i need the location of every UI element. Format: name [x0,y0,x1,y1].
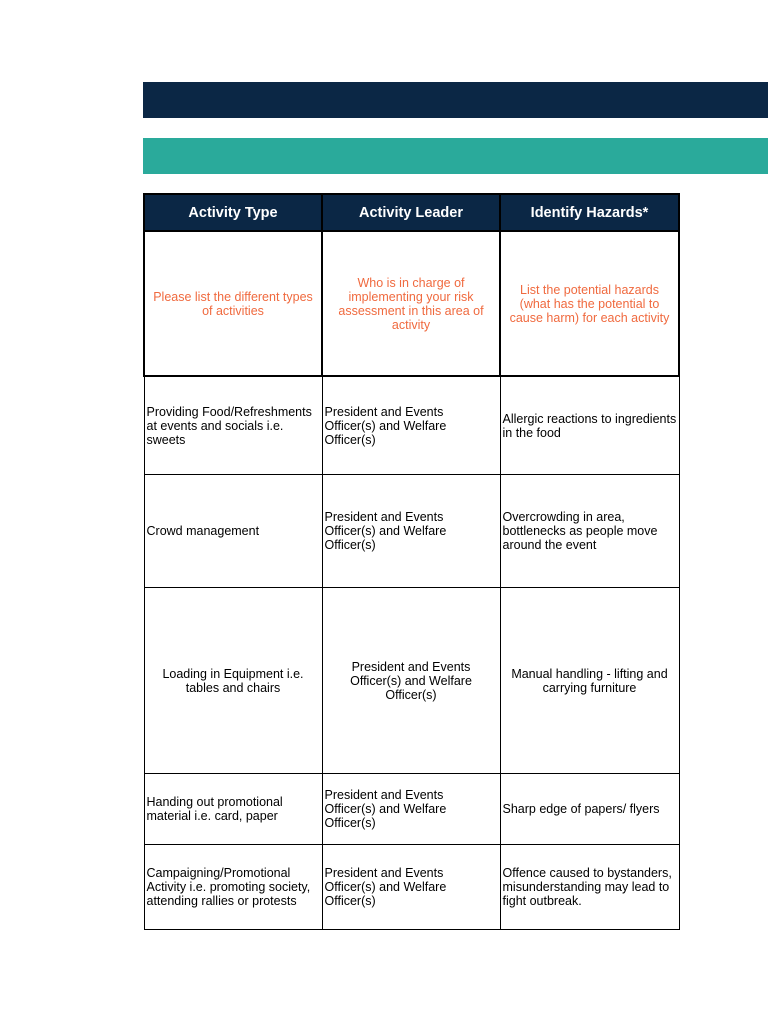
table-row [144,475,679,588]
leader-cell: President and Events Officer(s) and Welfare Officer(s) [322,376,500,475]
activity-cell: Handing out promotional material i.e. card, paper [144,774,322,845]
activity-cell: Campaigning/Promotional Activity i.e. promoting society, attending rallies or protests [144,845,322,930]
header-row [144,194,679,231]
leader-cell: President and Events Officer(s) and Welfare Officer(s) [322,845,500,930]
guidance-row [144,231,679,376]
hazards-cell: Manual handling - lifting and carrying furniture [500,588,679,774]
guidance-identify-hazards: List the potential hazards (what has the potential to cause harm) for each activity [500,231,679,376]
table-row [144,588,679,774]
table-row [144,845,679,930]
subtitle-band [143,138,768,174]
hazards-cell: Offence caused to bystanders, misunderstanding may lead to fight outbreak. [500,845,679,930]
guidance-activity-type: Please list the different types of activities [144,231,322,376]
header-activity-leader: Activity Leader [322,194,500,231]
activity-cell: Loading in Equipment i.e. tables and chairs [144,588,322,774]
activity-cell: Crowd management [144,475,322,588]
leader-cell: President and Events Officer(s) and Welfare Officer(s) [322,475,500,588]
activity-cell: Providing Food/Refreshments at events and socials i.e. sweets [144,376,322,475]
header-activity-type: Activity Type [144,194,322,231]
hazards-cell: Sharp edge of papers/ flyers [500,774,679,845]
table-row [144,774,679,845]
table-row [144,376,679,475]
guidance-activity-leader: Who is in charge of implementing your risk assessment in this area of activity [322,231,500,376]
leader-cell: President and Events Officer(s) and Welfare Officer(s) [322,588,500,774]
hazards-cell: Overcrowding in area, bottlenecks as people move around the event [500,475,679,588]
title-band [143,82,768,118]
risk-assessment-table [143,193,680,930]
header-identify-hazards: Identify Hazards* [500,194,679,231]
hazards-cell: Allergic reactions to ingredients in the food [500,376,679,475]
leader-cell: President and Events Officer(s) and Welfare Officer(s) [322,774,500,845]
